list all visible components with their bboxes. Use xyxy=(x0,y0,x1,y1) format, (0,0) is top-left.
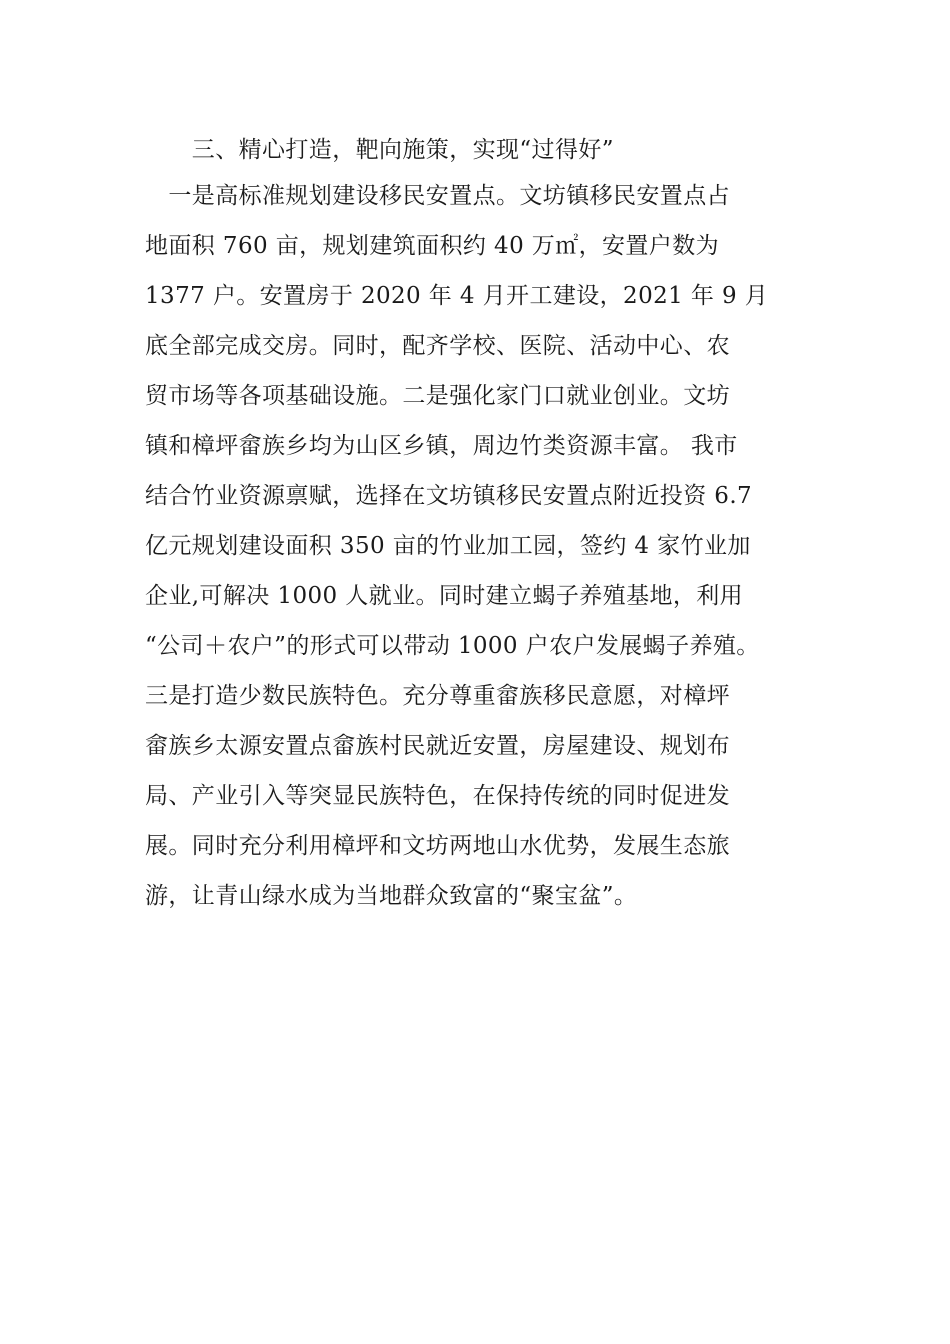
paragraph-line: 镇和樟坪畲族乡均为山区乡镇，周边竹类资源丰富。 我市 xyxy=(145,433,738,459)
paragraph-line: 亿元规划建设面积 350 亩的竹业加工园，签约 4 家竹业加 xyxy=(145,533,751,559)
paragraph-line: 局、产业引入等突显民族特色，在保持传统的同时促进发 xyxy=(145,783,730,809)
paragraph-line: 1377 户。安置房于 2020 年 4 月开工建设，2021 年 9 月 xyxy=(145,283,769,309)
paragraph-line: 企业,可解决 1000 人就业。同时建立蝎子养殖基地，利用 xyxy=(145,583,744,609)
paragraph-line: 展。同时充分利用樟坪和文坊两地山水优势，发展生态旅 xyxy=(145,833,730,859)
paragraph-line: 畲族乡太源安置点畲族村民就近安置，房屋建设、规划布 xyxy=(145,733,730,759)
paragraph-line: 地面积 760 亩，规划建筑面积约 40 万㎡，安置户数为 xyxy=(145,233,720,259)
paragraph-line: 结合竹业资源禀赋，选择在文坊镇移民安置点附近投资 6.7 xyxy=(145,483,753,509)
document-body xyxy=(145,132,845,928)
paragraph-line: 底全部完成交房。同时，配齐学校、医院、活动中心、农 xyxy=(145,333,730,359)
paragraph-line: “公司＋农户”的形式可以带动 1000 户农户发展蝎子养殖。 xyxy=(145,633,760,659)
section-heading: 三、精心打造，靶向施策，实现“过得好” xyxy=(145,137,614,163)
paragraph-line: 游，让青山绿水成为当地群众致富的“聚宝盆”。 xyxy=(145,883,638,909)
paragraph-line: 一是高标准规划建设移民安置点。文坊镇移民安置点占 xyxy=(145,183,730,209)
paragraph-line: 三是打造少数民族特色。充分尊重畲族移民意愿，对樟坪 xyxy=(145,683,730,709)
paragraph-line: 贸市场等各项基础设施。二是强化家门口就业创业。文坊 xyxy=(145,383,730,409)
